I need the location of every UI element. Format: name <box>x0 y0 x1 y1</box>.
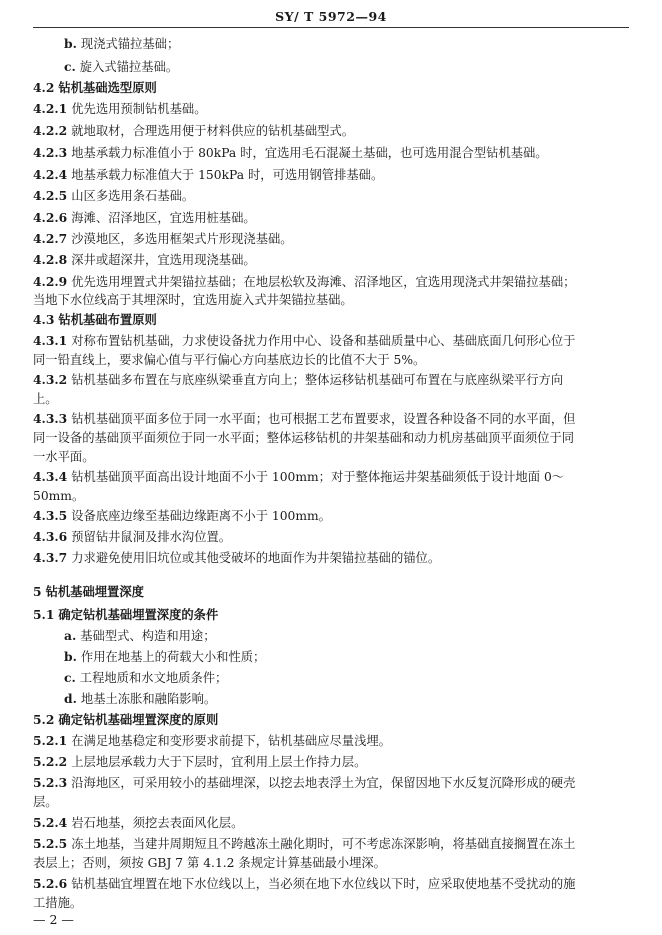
clause-text: 现浇式锚拉基础； <box>80 37 180 51</box>
clause-number: 4.2 <box>33 80 55 95</box>
clause-text: 在满足地基稳定和变形要求前提下，钻机基础应尽量浅埋。 <box>71 734 391 748</box>
clause-number: 4.2.4 <box>33 167 68 182</box>
clause-4-2-7 <box>33 231 293 247</box>
clause-text: 钻机基础顶平面多位于同一水平面；也可根据工艺布置要求，设置各种设备不同的水平面，但 <box>71 412 576 426</box>
clause-text: 沙漠地区，多选用框架式片形现浇基础。 <box>71 232 293 246</box>
clause-text: 确定钻机基础埋置深度的原则 <box>58 712 219 727</box>
clause-number: c. <box>64 670 76 685</box>
clause-text: 钻机基础埋置深度 <box>45 584 144 599</box>
clause-text: 预留钻井鼠洞及排水沟位置。 <box>71 530 232 544</box>
clause-5-2-4 <box>33 815 243 831</box>
clause-number: 4.2.6 <box>33 210 68 225</box>
clause-4-2-4 <box>33 167 383 183</box>
clause-text: 冻土地基，当建井周期短且不跨越冻土融化期时，可不考虑冻深影响，将基础直接搁置在冻土 <box>71 837 576 851</box>
clause-continuation <box>33 855 386 871</box>
clause-text: 基础型式、构造和用途； <box>80 629 216 643</box>
clause-number: 4.3.1 <box>33 333 68 348</box>
clause-5-2 <box>33 712 218 728</box>
clause-text: 地基土冻胀和融陷影响。 <box>80 692 217 706</box>
clause-5-2-6 <box>33 876 575 892</box>
clause-number: 4.3.7 <box>33 550 68 565</box>
clause-text: 优先选用埋置式井架锚拉基础；在地层松软及海滩、沼泽地区，宜选用现浇式井架锚拉基础； <box>71 275 576 289</box>
clause-text: 同一铅直线上，要求偏心值与平行偏心方向基底边长的比值不大于 5%。 <box>33 353 426 367</box>
clause-text: 工措施。 <box>33 896 83 910</box>
clause-number: 4.3.2 <box>33 372 68 387</box>
clause-number: 4.3.5 <box>33 508 68 523</box>
clause-b <box>64 649 265 665</box>
clause-text: 钻机基础选型原则 <box>58 80 157 95</box>
clause-text: 工程地质和水文地质条件； <box>79 671 228 685</box>
clause-continuation <box>33 895 82 911</box>
standard-code-header: SY/ T 5972—94 <box>275 9 387 24</box>
clause-text: 钻机基础顶平面高出设计地面不小于 100mm；对于整体拖运井架基础须低于设计地面 0～ <box>71 470 565 484</box>
clause-text: 地基承载力标准值小于 80kPa 时，宜选用毛石混凝土基础，也可选用混合型钻机基础。 <box>71 146 548 160</box>
clause-text: 确定钻机基础埋置深度的条件 <box>58 607 219 622</box>
clause-text: 山区多选用条石基础。 <box>71 189 195 203</box>
clause-a <box>64 628 216 644</box>
clause-4-2-9 <box>33 274 575 290</box>
clause-4-3-4 <box>33 469 564 485</box>
clause-4-3-3 <box>33 411 575 427</box>
clause-number: 5.2.5 <box>33 836 68 851</box>
clause-5 <box>33 584 144 600</box>
clause-number: b. <box>64 649 77 664</box>
clause-text: 对称布置钻机基础，力求使设备扰力作用中心、设备和基础质量中心、基础底面几何形心位于 <box>71 334 576 348</box>
clause-4-3-1 <box>33 333 575 349</box>
clause-5-2-3 <box>33 775 575 791</box>
clause-number: 5.1 <box>33 607 55 622</box>
clause-continuation <box>33 352 425 368</box>
clause-text: 设备底座边缘至基础边缘距离不小于 100mm。 <box>71 509 331 523</box>
clause-text: 上。 <box>33 392 58 406</box>
clause-4-2 <box>33 80 157 96</box>
header-rule <box>33 27 629 28</box>
clause-number: 4.2.7 <box>33 231 68 246</box>
clause-number: 4.2.8 <box>33 252 68 267</box>
clause-continuation <box>33 449 95 465</box>
clause-text: 钻机基础宜埋置在地下水位线以上，当必须在地下水位线以下时，应采取使地基不受扰动的施 <box>71 877 576 891</box>
clause-5-1 <box>33 607 218 623</box>
clause-text: 钻机基础布置原则 <box>58 312 157 327</box>
clause-4-3-7 <box>33 550 440 566</box>
clause-d <box>64 691 216 707</box>
clause-4-3-6 <box>33 529 231 545</box>
clause-text: 当地下水位线高于其埋深时，宜选用旋入式井架锚拉基础。 <box>33 293 353 307</box>
clause-number: 5.2 <box>33 712 55 727</box>
clause-4-2-5 <box>33 188 194 204</box>
clause-number: 4.3 <box>33 312 55 327</box>
clause-number: 5.2.6 <box>33 876 68 891</box>
clause-4-2-2 <box>33 123 354 139</box>
clause-number: d. <box>64 691 77 706</box>
clause-4-2-6 <box>33 210 256 226</box>
clause-continuation <box>33 794 58 810</box>
clause-text: 沿海地区，可采用较小的基础埋深，以挖去地表浮土为宜，保留因地下水反复沉降形成的硬壳 <box>71 776 576 790</box>
clause-continuation <box>33 292 353 308</box>
clause-number: 5.2.4 <box>33 815 68 830</box>
clause-number: 4.3.3 <box>33 411 68 426</box>
clause-text: 层。 <box>33 795 58 809</box>
clause-c <box>64 670 227 686</box>
clause-continuation <box>33 488 84 504</box>
clause-text: 力求避免使用旧坑位或其他受破坏的地面作为井架锚拉基础的锚位。 <box>71 551 441 565</box>
clause-continuation <box>33 430 574 446</box>
clause-5-2-2 <box>33 754 366 770</box>
page-number: — 2 — <box>33 912 74 927</box>
clause-text: 钻机基础多布置在与底座纵梁垂直方向上；整体运移钻机基础可布置在与底座纵梁平行方向 <box>71 373 564 387</box>
clause-number: 4.2.3 <box>33 145 68 160</box>
clause-number: 4.3.6 <box>33 529 68 544</box>
clause-text: 海滩、沼泽地区，宜选用桩基础。 <box>71 211 256 225</box>
clause-number: 4.2.1 <box>33 101 68 116</box>
clause-text: 一水平面。 <box>33 450 95 464</box>
clause-text: 岩石地基，须挖去表面风化层。 <box>71 816 244 830</box>
clause-text: 50mm。 <box>33 489 85 503</box>
clause-continuation <box>33 391 58 407</box>
clause-number: 4.2.5 <box>33 188 68 203</box>
clause-text: 作用在地基上的荷载大小和性质； <box>80 650 266 664</box>
clause-number: 5 <box>33 584 42 599</box>
clause-text: 优先选用预制钻机基础。 <box>71 102 207 116</box>
clause-text: 深井或超深井，宜选用现浇基础。 <box>71 253 256 267</box>
clause-number: 5.2.3 <box>33 775 68 790</box>
clause-c <box>64 59 178 75</box>
clause-text: 同一设备的基础顶平面须位于同一水平面；整体运移钻机的井架基础和动力机房基础顶平面须位于同 <box>33 431 575 445</box>
clause-text: 地基承载力标准值大于 150kPa 时，可选用钢管排基础。 <box>71 168 384 182</box>
clause-text: 旋入式锚拉基础。 <box>79 60 179 74</box>
clause-5-2-5 <box>33 836 575 852</box>
clause-number: 4.2.9 <box>33 274 68 289</box>
clause-4-3-5 <box>33 508 331 524</box>
clause-4-2-3 <box>33 145 548 161</box>
clause-b <box>64 36 179 52</box>
clause-number: c. <box>64 59 76 74</box>
clause-text: 上层地层承载力大于下层时，宜利用上层土作持力层。 <box>71 755 367 769</box>
clause-4-3-2 <box>33 372 563 388</box>
clause-text: 就地取材，合理选用便于材料供应的钻机基础型式。 <box>71 124 355 138</box>
clause-4-3 <box>33 312 157 328</box>
clause-5-2-1 <box>33 733 391 749</box>
clause-number: 4.2.2 <box>33 123 68 138</box>
clause-4-2-1 <box>33 101 207 117</box>
clause-text: 表层上；否则，须按 GBJ 7 第 4.1.2 条规定计算基础最小埋深。 <box>33 856 386 870</box>
clause-number: b. <box>64 36 77 51</box>
clause-number: a. <box>64 628 77 643</box>
clause-number: 4.3.4 <box>33 469 68 484</box>
clause-number: 5.2.1 <box>33 733 68 748</box>
clause-number: 5.2.2 <box>33 754 68 769</box>
clause-4-2-8 <box>33 252 256 268</box>
